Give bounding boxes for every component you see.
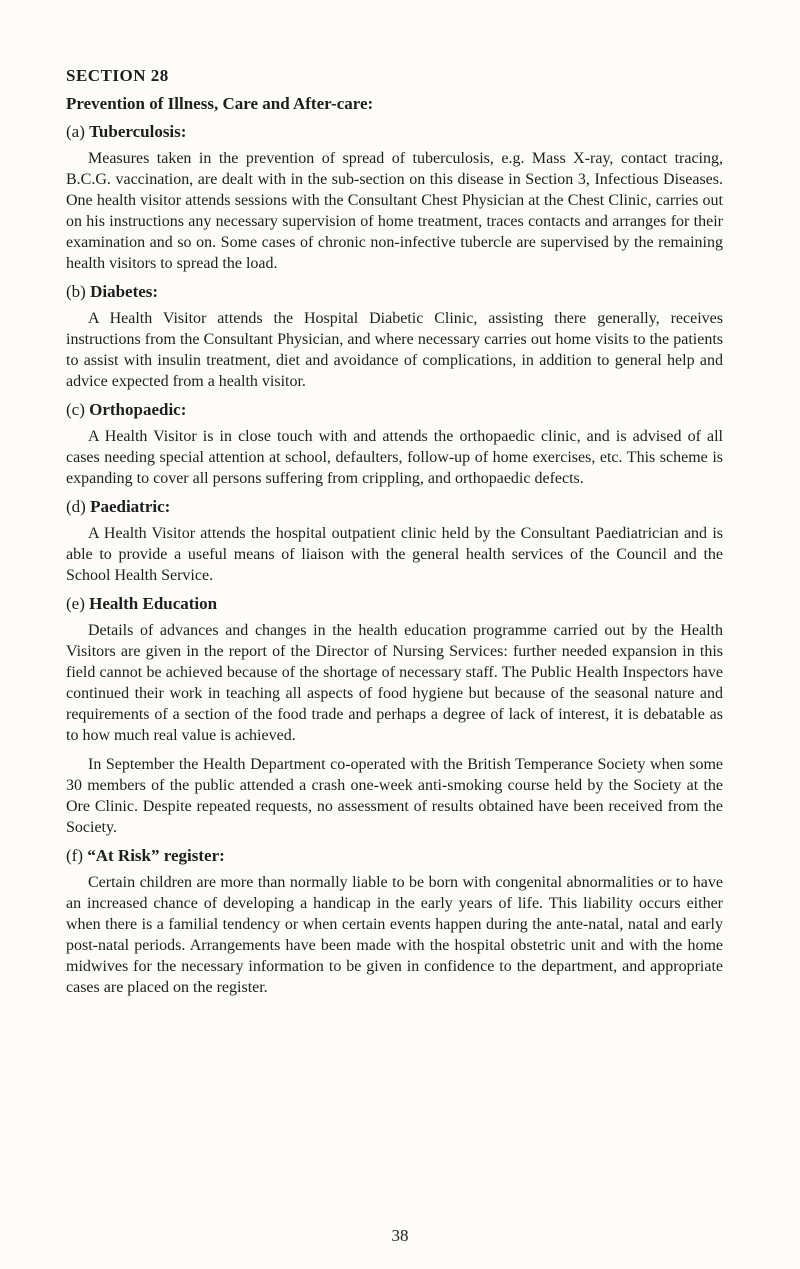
subsection-letter: (a) xyxy=(66,122,85,141)
subsection-letter: (c) xyxy=(66,400,85,419)
paragraph: A Health Visitor is in close touch with and attends the orthopaedic clinic, and is advised of all cases needing special attention at school, defaulters, follow-up of home exercises, etc. This scheme is expanding to cover all persons suffering from crippling, and orthopaedic defects. xyxy=(66,428,723,487)
subsection-letter: (d) xyxy=(66,497,86,516)
subsection-title: “At Risk” register: xyxy=(87,846,225,865)
subsection-paediatric xyxy=(66,497,723,586)
subsection-letter: (b) xyxy=(66,282,86,301)
subsection-tuberculosis xyxy=(66,122,723,274)
subsection-title: Health Education xyxy=(89,594,218,613)
paragraph: In September the Health Department co-operated with the British Temperance Society when some 30 members of the public attended a crash one-week anti-smoking course held by the Society at the Ore Clinic. Despite repeated requests, no assessment of results obtained have been received from the Society. xyxy=(66,756,723,836)
main-heading: Prevention of Illness, Care and After-care: xyxy=(66,94,374,113)
paragraph: Details of advances and changes in the health education programme carried out by the Health Visitors are given in the report of the Director of Nursing Services: further needed expansion in this field cannot be achieved because of the shortage of necessary staff. The Public Health Inspectors have continued their work in teaching all aspects of food hygiene but because of the seasonal nature and requirements of a section of the food trade and perhaps a degree of lack of interest, it is debatable as to how much real value is achieved. xyxy=(66,622,723,744)
subsection-health-education xyxy=(66,594,723,838)
subsection-title: Tuberculosis: xyxy=(89,122,187,141)
page-number: 38 xyxy=(391,1226,409,1245)
subsection-letter: (e) xyxy=(66,594,85,613)
subsection-title: Diabetes: xyxy=(90,282,159,301)
subsection-letter: (f) xyxy=(66,846,83,865)
subsection-heading xyxy=(66,497,723,517)
paragraph: Measures taken in the prevention of spread of tuberculosis, e.g. Mass X-ray, contact tracing, B.C.G. vaccination, are dealt with in the sub-section on this disease in Section 3, Infectious Diseases. One health visitor attends sessions with the Consultant Chest Physician at the Chest Clinic, carries out on his instructions any necessary supervision of home treatment, traces contacts and arranges for their examination and so on. Some cases of chronic non-infective tubercle are supervised by the remaining health visitors to spread the load. xyxy=(66,150,723,272)
subsection-heading xyxy=(66,122,723,142)
subsection-at-risk-register xyxy=(66,846,723,998)
subsection-heading xyxy=(66,282,723,302)
subsection-title: Orthopaedic: xyxy=(89,400,187,419)
subsection-orthopaedic xyxy=(66,400,723,489)
subsection-heading xyxy=(66,400,723,420)
paragraph: Certain children are more than normally liable to be born with congenital abnormalities or to have an increased chance of developing a handicap in the early years of life. This liability occurs either when there is a familial tendency or when certain events happen during the ante-natal, natal and early post-natal periods. Arrangements have been made with the hospital obstetric unit and with the home midwives for the necessary information to be given in confidence to the department, and appropriate cases are placed on the register. xyxy=(66,874,723,996)
section-label: SECTION 28 xyxy=(66,66,169,85)
subsection-heading xyxy=(66,594,723,614)
paragraph: A Health Visitor attends the Hospital Diabetic Clinic, assisting there generally, receives instructions from the Consultant Physician, and where necessary carries out home visits to the patients to assist with insulin treatment, diet and avoidance of complications, in addition to general help and advice expected from a health visitor. xyxy=(66,310,723,390)
subsection-diabetes xyxy=(66,282,723,392)
paragraph: A Health Visitor attends the hospital outpatient clinic held by the Consultant Paediatrician and is able to provide a useful means of liaison with the general health services of the Council and the School Health Service. xyxy=(66,525,723,584)
subsection-title: Paediatric: xyxy=(90,497,171,516)
subsection-heading xyxy=(66,846,723,866)
